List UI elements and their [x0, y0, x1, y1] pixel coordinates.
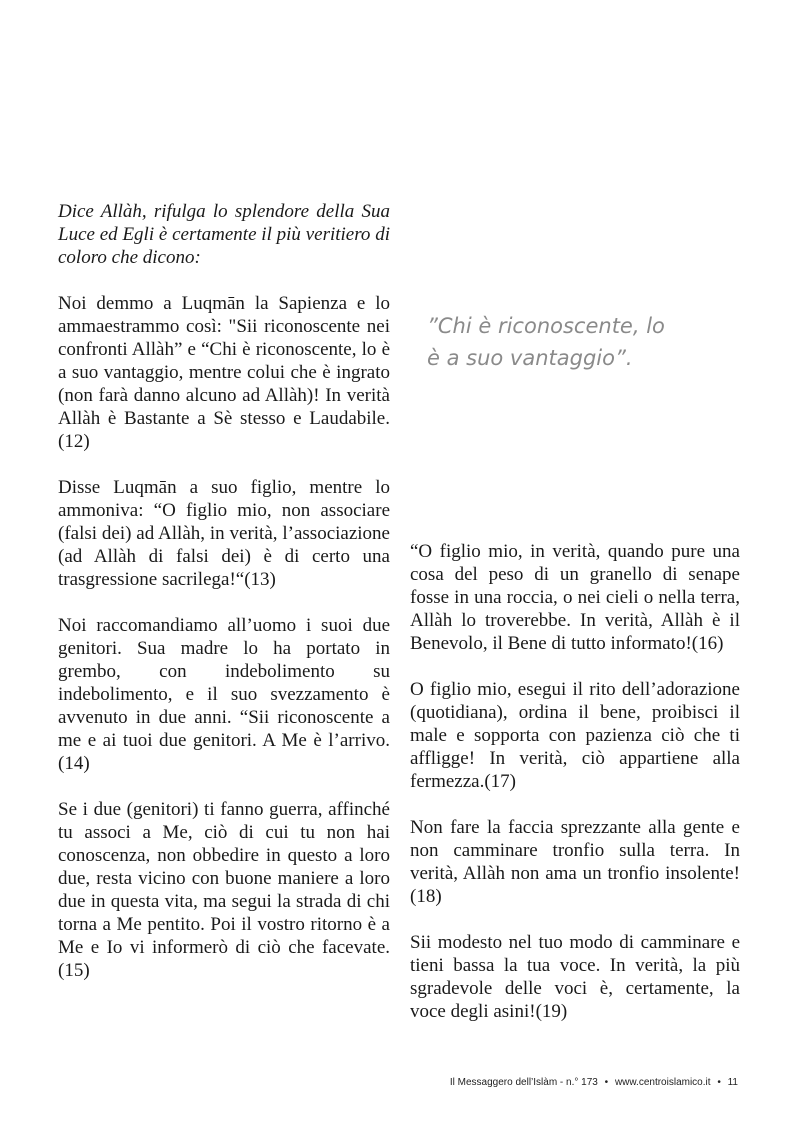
page-footer: [450, 1077, 738, 1088]
footer-separator: •: [604, 1077, 609, 1088]
left-column: [58, 200, 390, 1005]
verse-15-paragraph: Se i due (genitori) ti fanno guerra, affinché tu associ a Me, ciò di cui tu non hai conoscenza, non obbedire in questo a loro due, resta vicino con buone maniere a loro due in questa vita, ma segui la strada di chi torna a Me pentito. Poi il vostro ritorno è a Me e Io vi informerò di ciò che facevate.(15): [58, 799, 390, 981]
intro-paragraph: Dice Allàh, rifulga lo splendore della Sua Luce ed Egli è certamente il più veritiero di coloro che dicono:: [58, 201, 390, 268]
verse-17-paragraph: O figlio mio, esegui il rito dell’adorazione (quotidiana), ordina il bene, proibisci il male e sopporta con pazienza ciò che ti affligge! In verità, ciò appartiene alla fermezza.(17): [410, 679, 740, 792]
verse-19-paragraph: Sii modesto nel tuo modo di camminare e tieni bassa la tua voce. In verità, la più sgradevole delle voci è, certamente, la voce degli asini!(19): [410, 932, 740, 1022]
page-number: 11: [727, 1077, 738, 1088]
verse-16-paragraph: “O figlio mio, in verità, quando pure una cosa del peso di un granello di senape fosse in una roccia, o nei cieli o nella terra, Allàh lo troverebbe. In verità, Allàh è il Benevolo, il Bene di tutto informato!(16): [410, 541, 740, 654]
pull-quote: ”Chi è riconoscente, lo è a suo vantaggio”.: [427, 314, 665, 370]
footer-publication: Il Messaggero dell’Islàm - n.° 173: [449, 1077, 598, 1088]
verse-18-paragraph: Non fare la faccia sprezzante alla gente e non camminare tronfio sulla terra. In verità, Allàh non ama un tronfio insolente!(18): [410, 817, 740, 907]
verse-13-paragraph: Disse Luqmān a suo figlio, mentre lo ammoniva: “O figlio mio, non associare (falsi dei) ad Allàh, in verità, l’associazione (ad Allàh di falsi dei) è di certo una trasgressione sacrilega!“(13): [58, 477, 390, 590]
verse-12-paragraph: Noi demmo a Luqmān la Sapienza e lo ammaestrammo così: "Sii riconoscente nei confronti Allàh” e “Chi è riconoscente, lo è a suo vantaggio, mentre colui che è ingrato (non farà danno alcuno ad Allàh)! In verità Allàh è Bastante a Sè stesso e Laudabile.(12): [58, 293, 390, 452]
footer-website[interactable]: www.centroislamico.it: [614, 1077, 711, 1088]
right-column: [410, 540, 740, 1046]
verse-14-paragraph: Noi raccomandiamo all’uomo i suoi due genitori. Sua madre lo ha portato in grembo, con indebolimento su indebolimento, e il suo svezzamento è avvenuto in due anni. “Sii riconoscente a me e ai tuoi due genitori. A Me è l’arrivo.(14): [58, 615, 390, 774]
footer-separator: •: [717, 1077, 721, 1088]
